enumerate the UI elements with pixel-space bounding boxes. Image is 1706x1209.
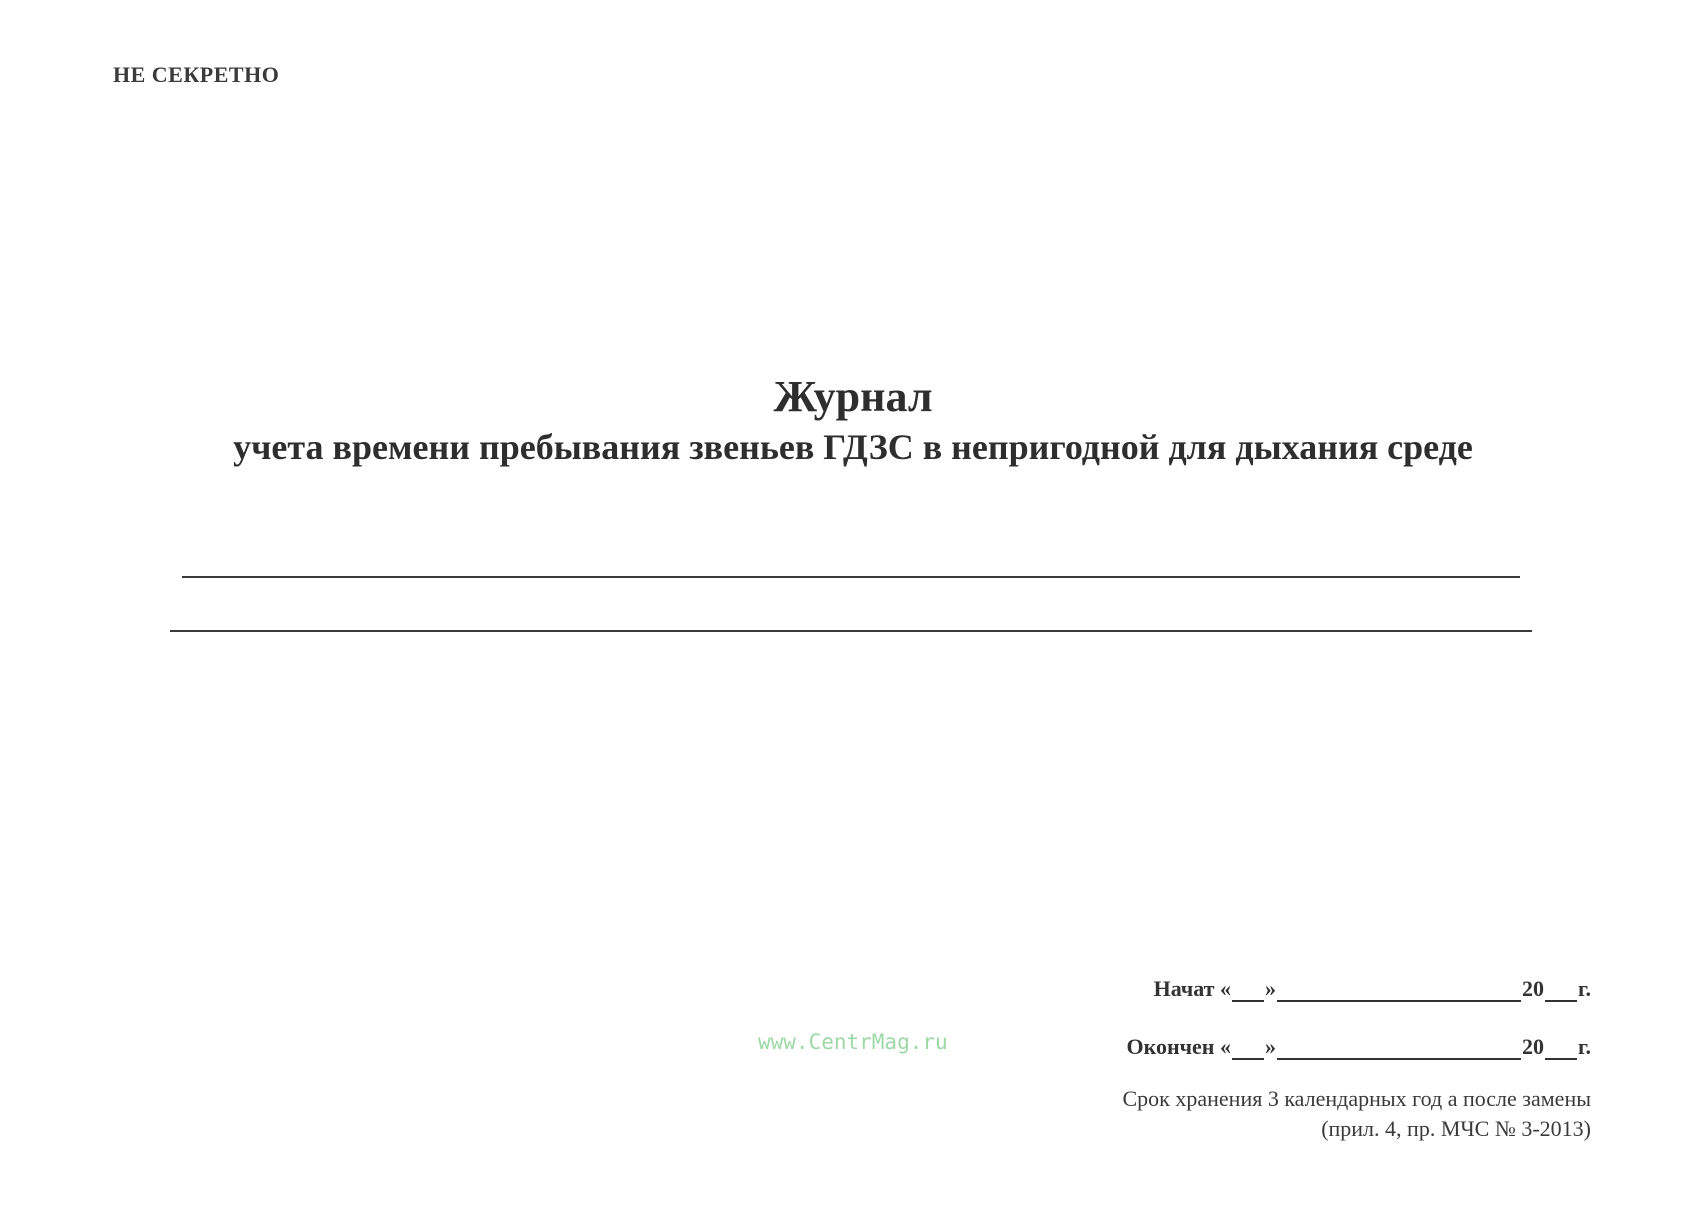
quote-close: » [1264,976,1276,1001]
storage-period-text: Срок хранения 3 календарных год а после замены [1122,1086,1591,1111]
finished-date-row [1126,1034,1591,1060]
year-suffix: г. [1577,976,1591,1001]
started-label: Начат [1153,976,1215,1001]
storage-reference-text: (прил. 4, пр. МЧС № 3-2013) [1321,1116,1591,1141]
year-prefix: 20 [1521,976,1544,1001]
day-blank [1232,1038,1264,1060]
classification-label: НЕ СЕКРЕТНО [113,62,280,87]
fill-in-line-2 [170,630,1532,632]
title-block [0,370,1706,470]
document-title: Журнал [773,372,933,421]
year-prefix: 20 [1521,1034,1544,1059]
year-suffix: г. [1577,1034,1591,1059]
year-blank [1545,980,1577,1002]
finished-label: Окончен [1126,1034,1215,1059]
day-blank [1232,980,1264,1002]
year-blank [1545,1038,1577,1060]
storage-note [1123,1084,1592,1144]
started-date-row [1154,976,1591,1002]
quote-close: » [1264,1034,1276,1059]
fill-in-line-1 [182,576,1520,578]
month-blank [1277,980,1521,1002]
quote-open: « [1219,976,1231,1001]
month-blank [1277,1038,1521,1060]
document-subtitle: учета времени пребывания звеньев ГДЗС в непригодной для дыхания среде [233,427,1473,467]
watermark: www.CentrMag.ru [758,1030,948,1054]
quote-open: « [1219,1034,1231,1059]
